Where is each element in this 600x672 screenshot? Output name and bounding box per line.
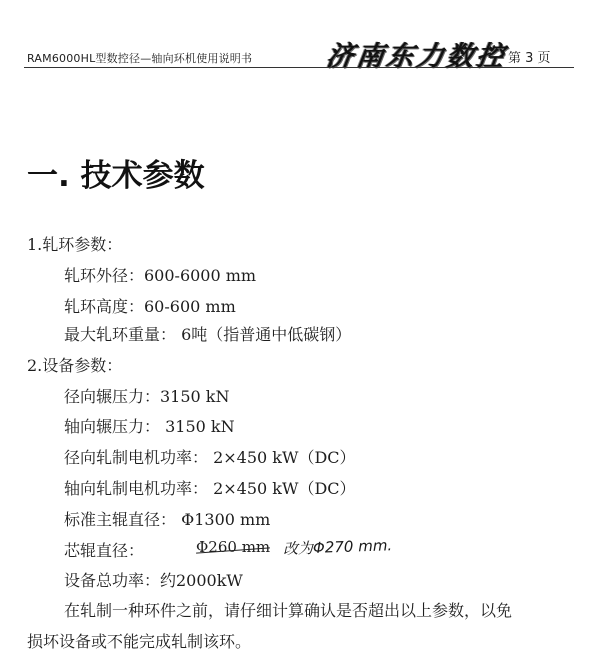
notice-line-1: 在轧制一种环件之前，请仔细计算确认是否超出以上参数，以免 [64,601,513,620]
param-axial-motor-power: 轴向轧制电机功率： 2×450 kW（DC） [64,479,356,498]
param-core-roll-old-value: Φ260 mm [196,538,271,556]
header-divider [24,67,574,68]
param-ring-outer-diameter: 轧环外径：600-6000 mm [64,266,257,285]
notice-line-2: 损坏设备或不能完成轧制该环。 [27,632,252,651]
param-max-ring-weight: 最大轧环重量： 6吨（指普通中低碳钢） [64,325,352,344]
param-main-roll-diameter: 标准主辊直径： Φ1300 mm [64,510,271,529]
param-radial-motor-power: 径向轧制电机功率： 2×450 kW（DC） [64,448,356,467]
param-ring-height: 轧环高度：60-600 mm [64,297,236,316]
company-logo-text: 济南东力数控 [324,41,509,72]
param-axial-force: 轴向辗压力： 3150 kN [64,417,235,436]
ring-params-heading: 1.轧环参数： [27,235,123,254]
param-core-roll-label: 芯辊直径： [64,541,145,560]
param-radial-force: 径向辗压力：3150 kN [64,387,230,406]
section-title: 一. 技术参数 [27,158,205,194]
param-total-power: 设备总功率：约2000kW [64,571,243,590]
handwritten-correction: 改为Φ270 mm. [282,536,393,558]
header-document-title: RAM6000HL型数控径—轴向环机使用说明书 [27,52,253,65]
page-number: 第 3 页 [508,51,551,66]
equipment-params-heading: 2.设备参数： [27,356,123,375]
